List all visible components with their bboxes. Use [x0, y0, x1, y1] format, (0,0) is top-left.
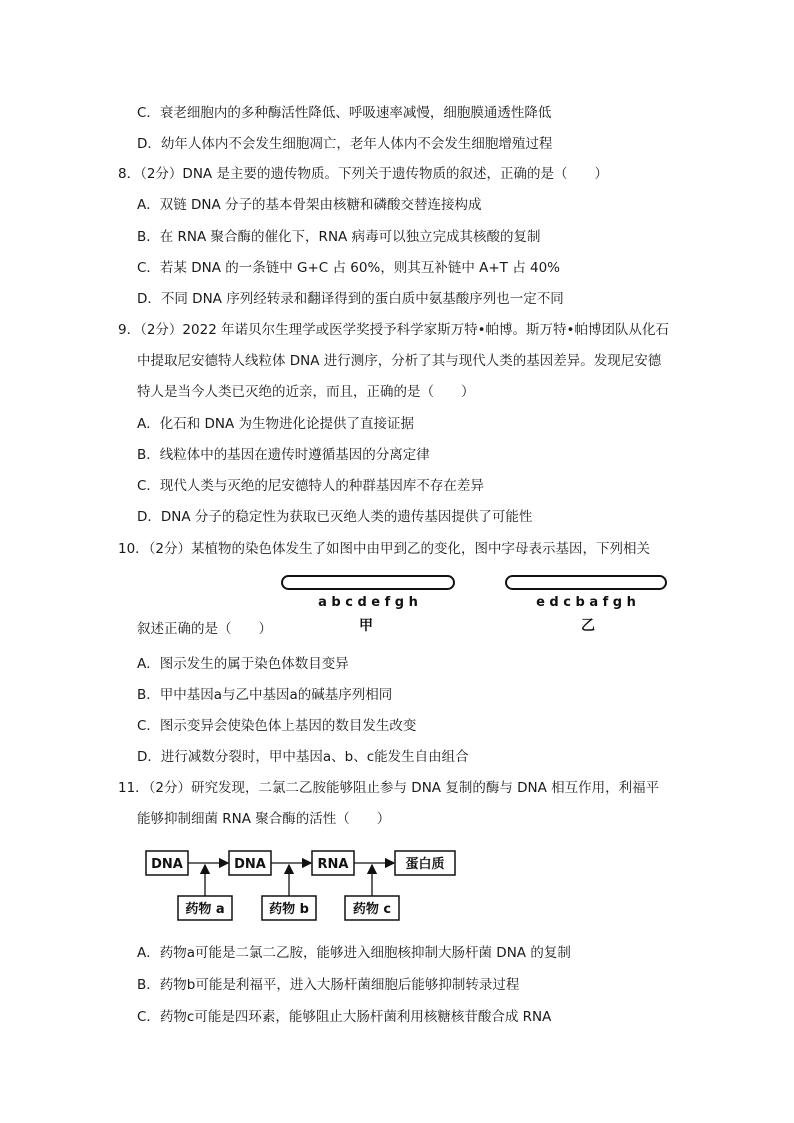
q11-stem-line2: 能够抑制细菌 RNA 聚合酶的活性（ ）: [137, 811, 391, 827]
flow-box-rna-label: RNA: [317, 857, 349, 872]
q10-option-a: A．图示发生的属于染色体数目变异: [137, 656, 349, 672]
q10-option-c: C．图示变异会使染色体上基因的数目发生改变: [137, 718, 417, 734]
q10-stem-line2: 叙述正确的是（ ）: [137, 621, 272, 637]
q7-option-d: D．幼年人体内不会发生细胞凋亡，老年人体内不会发生细胞增殖过程: [137, 136, 553, 152]
q11-option-a: A．药物a可能是二氯二乙胺，能够进入细胞核抑制大肠杆菌 DNA 的复制: [137, 945, 571, 961]
q8-stem: 8．（2分）DNA 是主要的遗传物质。下列关于遗传物质的叙述，正确的是（ ）: [118, 166, 608, 182]
chromosome-yi-label: 乙: [581, 618, 595, 634]
flow-box-dna-2-label: DNA: [234, 857, 266, 872]
q9-stem-line1: 9．（2分）2022 年诺贝尔生理学或医学奖授予科学家斯万特•帕博。斯万特•帕博团队从化石: [118, 322, 670, 338]
q7-option-c: C．衰老细胞内的多种酶活性降低、呼吸速率减慢，细胞膜通透性降低: [137, 105, 552, 121]
q8-option-b: B．在 RNA 聚合酶的催化下，RNA 病毒可以独立完成其核酸的复制: [137, 229, 541, 245]
chromosome-yi-genes: e d c b a f g h: [536, 595, 636, 610]
chromosome-jia-bar: [282, 576, 454, 589]
flow-box-dna-1-label: DNA: [151, 857, 183, 872]
q11-stem-line1: 11．（2分）研究发现，二氯二乙胺能够阻止参与 DNA 复制的酶与 DNA 相互作用，利福平: [118, 780, 660, 796]
q10-option-d: D．进行减数分裂时，甲中基因a、b、c能发生自由组合: [137, 749, 469, 765]
q9-option-d: D．DNA 分子的稳定性为获取已灭绝人类的遗传基因提供了可能性: [137, 509, 533, 525]
q8-option-c: C．若某 DNA 的一条链中 G+C 占 60%，则其互补链中 A+T 占 40%: [137, 260, 560, 276]
q9-stem-line3: 特人是当今人类已灭绝的近亲，而且，正确的是（ ）: [137, 384, 475, 400]
q10-chromosome-figure: [278, 572, 678, 638]
chromosome-jia-label: 甲: [359, 618, 373, 634]
q9-option-c: C．现代人类与灭绝的尼安德特人的种群基因库不存在差异: [137, 478, 484, 494]
q10-option-b: B．甲中基因a与乙中基因a的碱基序列相同: [137, 687, 393, 703]
chromosome-yi-bar: [506, 576, 666, 589]
q11-flow-diagram: [140, 845, 470, 925]
flow-box-drug-c-label: 药物 c: [352, 902, 392, 917]
q11-option-b: B．药物b可能是利福平，进入大肠杆菌细胞后能够抑制转录过程: [137, 977, 520, 993]
q9-option-b: B．线粒体中的基因在遗传时遵循基因的分离定律: [137, 447, 430, 463]
chromosome-jia-genes: a b c d e f g h: [318, 595, 418, 610]
q8-option-d: D．不同 DNA 序列经转录和翻译得到的蛋白质中氨基酸序列也一定不同: [137, 291, 564, 307]
flow-box-drug-b-label: 药物 b: [269, 902, 309, 917]
q8-option-a: A．双链 DNA 分子的基本骨架由核糖和磷酸交替连接构成: [137, 197, 482, 213]
q11-option-c: C．药物c可能是四环素，能够阻止大肠杆菌利用核糖核苷酸合成 RNA: [137, 1009, 552, 1025]
q9-stem-line2: 中提取尼安德特人线粒体 DNA 进行测序，分析了其与现代人类的基因差异。发现尼安德: [137, 353, 662, 369]
flow-box-protein-label: 蛋白质: [405, 857, 445, 872]
q9-option-a: A．化石和 DNA 为生物进化论提供了直接证据: [137, 416, 415, 432]
flow-box-drug-a-label: 药物 a: [185, 902, 225, 917]
q10-stem-line1: 10．（2分）某植物的染色体发生了如图中由甲到乙的变化，图中字母表示基因，下列相关: [118, 541, 651, 557]
